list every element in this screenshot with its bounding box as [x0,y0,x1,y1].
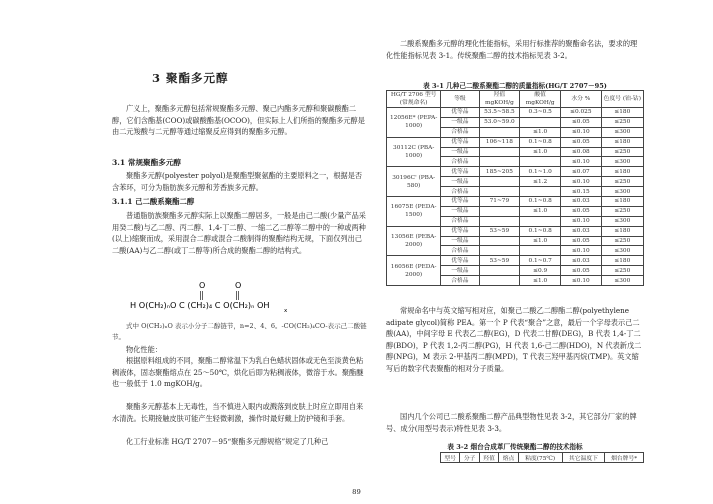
table-header-cell: 水分 % [561,91,602,108]
table-cell [479,236,520,246]
table-row [387,167,644,177]
table-cell: 0.1~0.7 [520,256,561,266]
table-cell: ≤0.10 [561,127,602,137]
table-header-cell: 羟值 mgKOH/g [479,91,520,108]
table-cell: 合格品 [441,187,479,197]
table-cell: 合格品 [441,216,479,226]
table-cell: ≤250 [601,177,643,187]
table-cell: ≤0.10 [561,216,602,226]
chapter-title: 3 聚酯多元醇 [152,71,229,85]
table-header-cell: 羟值 [479,453,498,463]
table-cell: ≤0.03 [561,197,602,207]
right-top-paragraph: 二酸系聚酯多元醇的理化性能指标，采用行标推荐的聚酯命名法，要求的理化性能指标见表 3-1。传统聚酯二醇的技术指标见表 3-2。 [386,39,638,60]
table-cell: ≤180 [601,226,643,236]
table-cell: 优等品 [441,167,479,177]
table-cell: 0.1~0.8 [520,197,561,207]
table-header-cell: HG/T 2706 型号(常规命名) [387,91,441,108]
table-cell [520,187,561,197]
table-cell: ≤0.15 [561,187,602,197]
table-cell [479,187,520,197]
table-cell: ≤0.10 [561,157,602,167]
table-cell: 一级品 [441,206,479,216]
products-paragraph: 国内几个公司已二酸系聚酯二醇产品典型物性见表 3-2，其它部分厂家的牌号、成分(用型号表示)特性见表 3-3。 [386,412,637,433]
table-header-cell: 色度号 (铂-钴) [601,91,643,108]
table-header-cell: 烟台牌号* [605,453,644,463]
table-cell: 一级品 [441,266,479,276]
table-3-2-caption: 表 3-2 烟台合成革厂传统聚酯二醇的技术指标 [447,443,583,451]
table-cell: ≤300 [601,216,643,226]
table-cell: ≤0.10 [561,177,602,187]
table-header-row [387,91,644,108]
table-cell [479,276,520,286]
table-cell: ≤1.0 [520,276,561,286]
table-cell: ≤250 [601,117,643,127]
table-cell: 合格品 [441,276,479,286]
formula-oxygen-1: O [199,281,206,290]
table-cell: ≤250 [601,266,643,276]
table-cell [479,127,520,137]
table-cell-model: 12056E* (PEPA-1000) [387,108,441,138]
table-header-cell: 等级 [441,91,479,108]
table-cell: 优等品 [441,256,479,266]
table-cell-model: 30196C' (PBA-580) [387,167,441,197]
table-cell: ≤180 [601,197,643,207]
section-3-1-1-paragraph: 普通脂肪族聚酯多元醇实际上以聚酯二醇居多，一般是由己二酸(少量产品采用癸二酸)与乙二醇、丙二醇、1,4-丁二醇、一缩二乙二醇等二醇中的一种或两种(以上)缩聚而成，采用混合二醇或混合二酸制得的聚酯结构无规，下面仅列出己二酸(AA)与乙二醇(或丁二醇等)所合成的聚酯二醇的结构式。 [112,211,366,255]
table-cell-model: 16075E (PEDA-1500) [387,197,441,227]
table-cell: ≤250 [601,147,643,157]
table-cell: ≤0.10 [561,246,602,256]
table-cell: ≤0.03 [561,226,602,236]
table-cell: 一级品 [441,117,479,127]
table-cell: 一级品 [441,177,479,187]
page-number: 89 [352,488,361,496]
table-cell: ≤0.05 [561,206,602,216]
table-3-1-caption: 表 3-1 几种己二酸系聚酯二醇的质量指标(HG/T 2707－95) [423,82,607,90]
table-3-1-body [387,108,644,286]
table-cell: ≤300 [601,127,643,137]
formula-subscript-x: x [284,308,288,314]
table-cell: ≤1.0 [520,236,561,246]
table-cell: 0.1~0.8 [520,137,561,147]
table-cell [520,216,561,226]
table-cell: 53.0~59.0 [479,117,520,127]
table-cell: 53.5~58.5 [479,108,520,118]
table-cell: 优等品 [441,197,479,207]
table-cell: ≤1.0 [520,206,561,216]
intro-paragraph: 广义上，聚酯多元醇包括常规聚酯多元醇、聚己内酯多元醇和聚碳酸酯二醇，它们含酯基(COO)或碳酸酯基(OCOO)，但实际上人们所指的聚酯多元醇是由二元羧酸与二元醇等通过缩聚反应得到的聚酯多元醇。 [112,104,365,136]
table-cell [520,157,561,167]
table-cell: 一级品 [441,147,479,157]
table-cell [479,147,520,157]
table-header-cell: 分子 [460,453,479,463]
table-cell: ≤0.9 [520,266,561,276]
table-cell [520,246,561,256]
table-cell: 185~205 [479,167,520,177]
standard-paragraph: 化工行业标准 HG/T 2707－95“聚酯多元醇规格”规定了几种己 [126,437,329,446]
table-cell: 106~118 [479,137,520,147]
table-cell: 53~59 [479,256,520,266]
table-cell: ≤180 [601,108,643,118]
table-cell: ≤300 [601,246,643,256]
properties-heading: 物化性能： [126,345,162,354]
table-cell: ≤0.05 [561,117,602,127]
section-heading-3-1: 3.1 常规聚酯多元醇 [112,158,182,167]
table-cell [479,177,520,187]
table-cell: ≤250 [601,206,643,216]
table-3-1 [386,90,644,286]
table-row [387,197,644,207]
table-cell-model: 13056E (PEBA-2000) [387,226,441,256]
section-3-1-paragraph: 聚酯多元醇(polyester polyol)是聚酯型聚氨酯的主要原料之一，根据是否含苯环，可分为脂肪族多元醇和芳香族多元醇。 [112,171,363,192]
formula-drawing [112,279,368,321]
table-cell: ≤0.08 [561,147,602,157]
table-cell: ≤180 [601,137,643,147]
table-header-cell: 型号 [441,453,460,463]
table-cell-model: 16056E (PEDA-2000) [387,256,441,286]
table-cell: 一级品 [441,236,479,246]
table-cell [479,246,520,256]
table-cell: 优等品 [441,137,479,147]
table-cell: ≤300 [601,157,643,167]
table-cell: ≤300 [601,187,643,197]
table-cell: 合格品 [441,157,479,167]
structural-formula [112,279,368,321]
section-heading-3-1-1: 3.1.1 己二酸系聚酯二醇 [112,197,195,206]
table-header-cell: 其它温度下 [562,453,605,463]
table-cell: ≤1.2 [520,177,561,187]
table-cell: ≤0.05 [561,236,602,246]
table-cell: ≤180 [601,256,643,266]
table-cell: ≤0.05 [561,137,602,147]
table-cell: ≤1.0 [520,147,561,157]
table-cell: 71~79 [479,197,520,207]
table-cell: ≤0.10 [561,276,602,286]
table-cell: ≤0.03 [561,256,602,266]
table-cell: ≤180 [601,167,643,177]
table-cell: ≤0.07 [561,167,602,177]
table-cell: ≤300 [601,276,643,286]
table-cell: 0.3~0.5 [520,108,561,118]
formula-body: H O(CH₂)ₙO C (CH₂)₄ C O(CH₂)ₙ OH [130,300,270,310]
table-cell [520,117,561,127]
table-row [387,108,644,118]
table-row [387,137,644,147]
table-cell: 合格品 [441,246,479,256]
table-cell: ≤250 [601,236,643,246]
table-cell: 合格品 [441,127,479,137]
table-cell: 优等品 [441,108,479,118]
safety-paragraph: 聚酯多元醇基本上无毒性，当不慎进入眼内或溅落到皮肤上时应立即用自来水清洗。长期接触皮肤可能产生轻微刺激，操作时最好戴上防护镜和手套。 [112,402,364,423]
table-row [387,226,644,236]
table-cell: 优等品 [441,226,479,236]
formula-note: 式中 O(CH₂)ₙO 表示小分子二醇链节，n=2、4、6。-CO(CH₂)₄CO-表示己二酸链节。 [112,322,367,341]
table-cell: ≤1.0 [520,127,561,137]
table-header-cell: 酸值 mgKOH/g [520,91,561,108]
naming-paragraph: 常规命名中与英文缩写相对应，如聚己二酸乙二醇酯二醇(polyethylene adipate glycol)简称 PEA。第一个 P 代表“聚合”之意，最后一个字母表示己二酸(AA)，中间字母 E 代表乙二醇(EG)，D 代表二甘醇(DEG)，B 代表 1,4-丁二醇(BDO)，P 代表 1,2-丙二醇(PG)，H 代表 1,6-己二醇(HDO)，N 代表新戊二醇(NPG)，M 表示 2-甲基丙二醇(MPD)，T 代表三羟甲基丙烷(TMP)。英文缩写后的数字代表聚酯的相对分子质量。 [386,306,642,373]
properties-paragraph: 根据原料组成的不同，聚酯二醇常温下为乳白色蜡状固体或无色至淡黄色粘稠液体，固态聚酯熔点在 25～50℃，烘化后即为粘稠液体，微溶于水。聚酯醚也一般低于 1.0 mgKOH/g。 [112,356,364,388]
table-header-cell: 粘度(75℃) [518,453,562,463]
table-cell-model: 30112C (PBA-1000) [387,137,441,167]
table-header-row [441,453,644,463]
table-3-2 [440,452,644,463]
table-cell [479,157,520,167]
table-cell: ≤0.05 [561,266,602,276]
table-cell [479,216,520,226]
formula-oxygen-2: O [235,281,242,290]
table-cell [479,266,520,276]
table-cell [479,206,520,216]
table-cell: 0.1~1.0 [520,167,561,177]
table-cell: 0.1~0.8 [520,226,561,236]
table-cell: 53~59 [479,226,520,236]
table-row [387,256,644,266]
table-cell: ≤0.025 [561,108,602,118]
table-header-cell: 熔点 [499,453,518,463]
